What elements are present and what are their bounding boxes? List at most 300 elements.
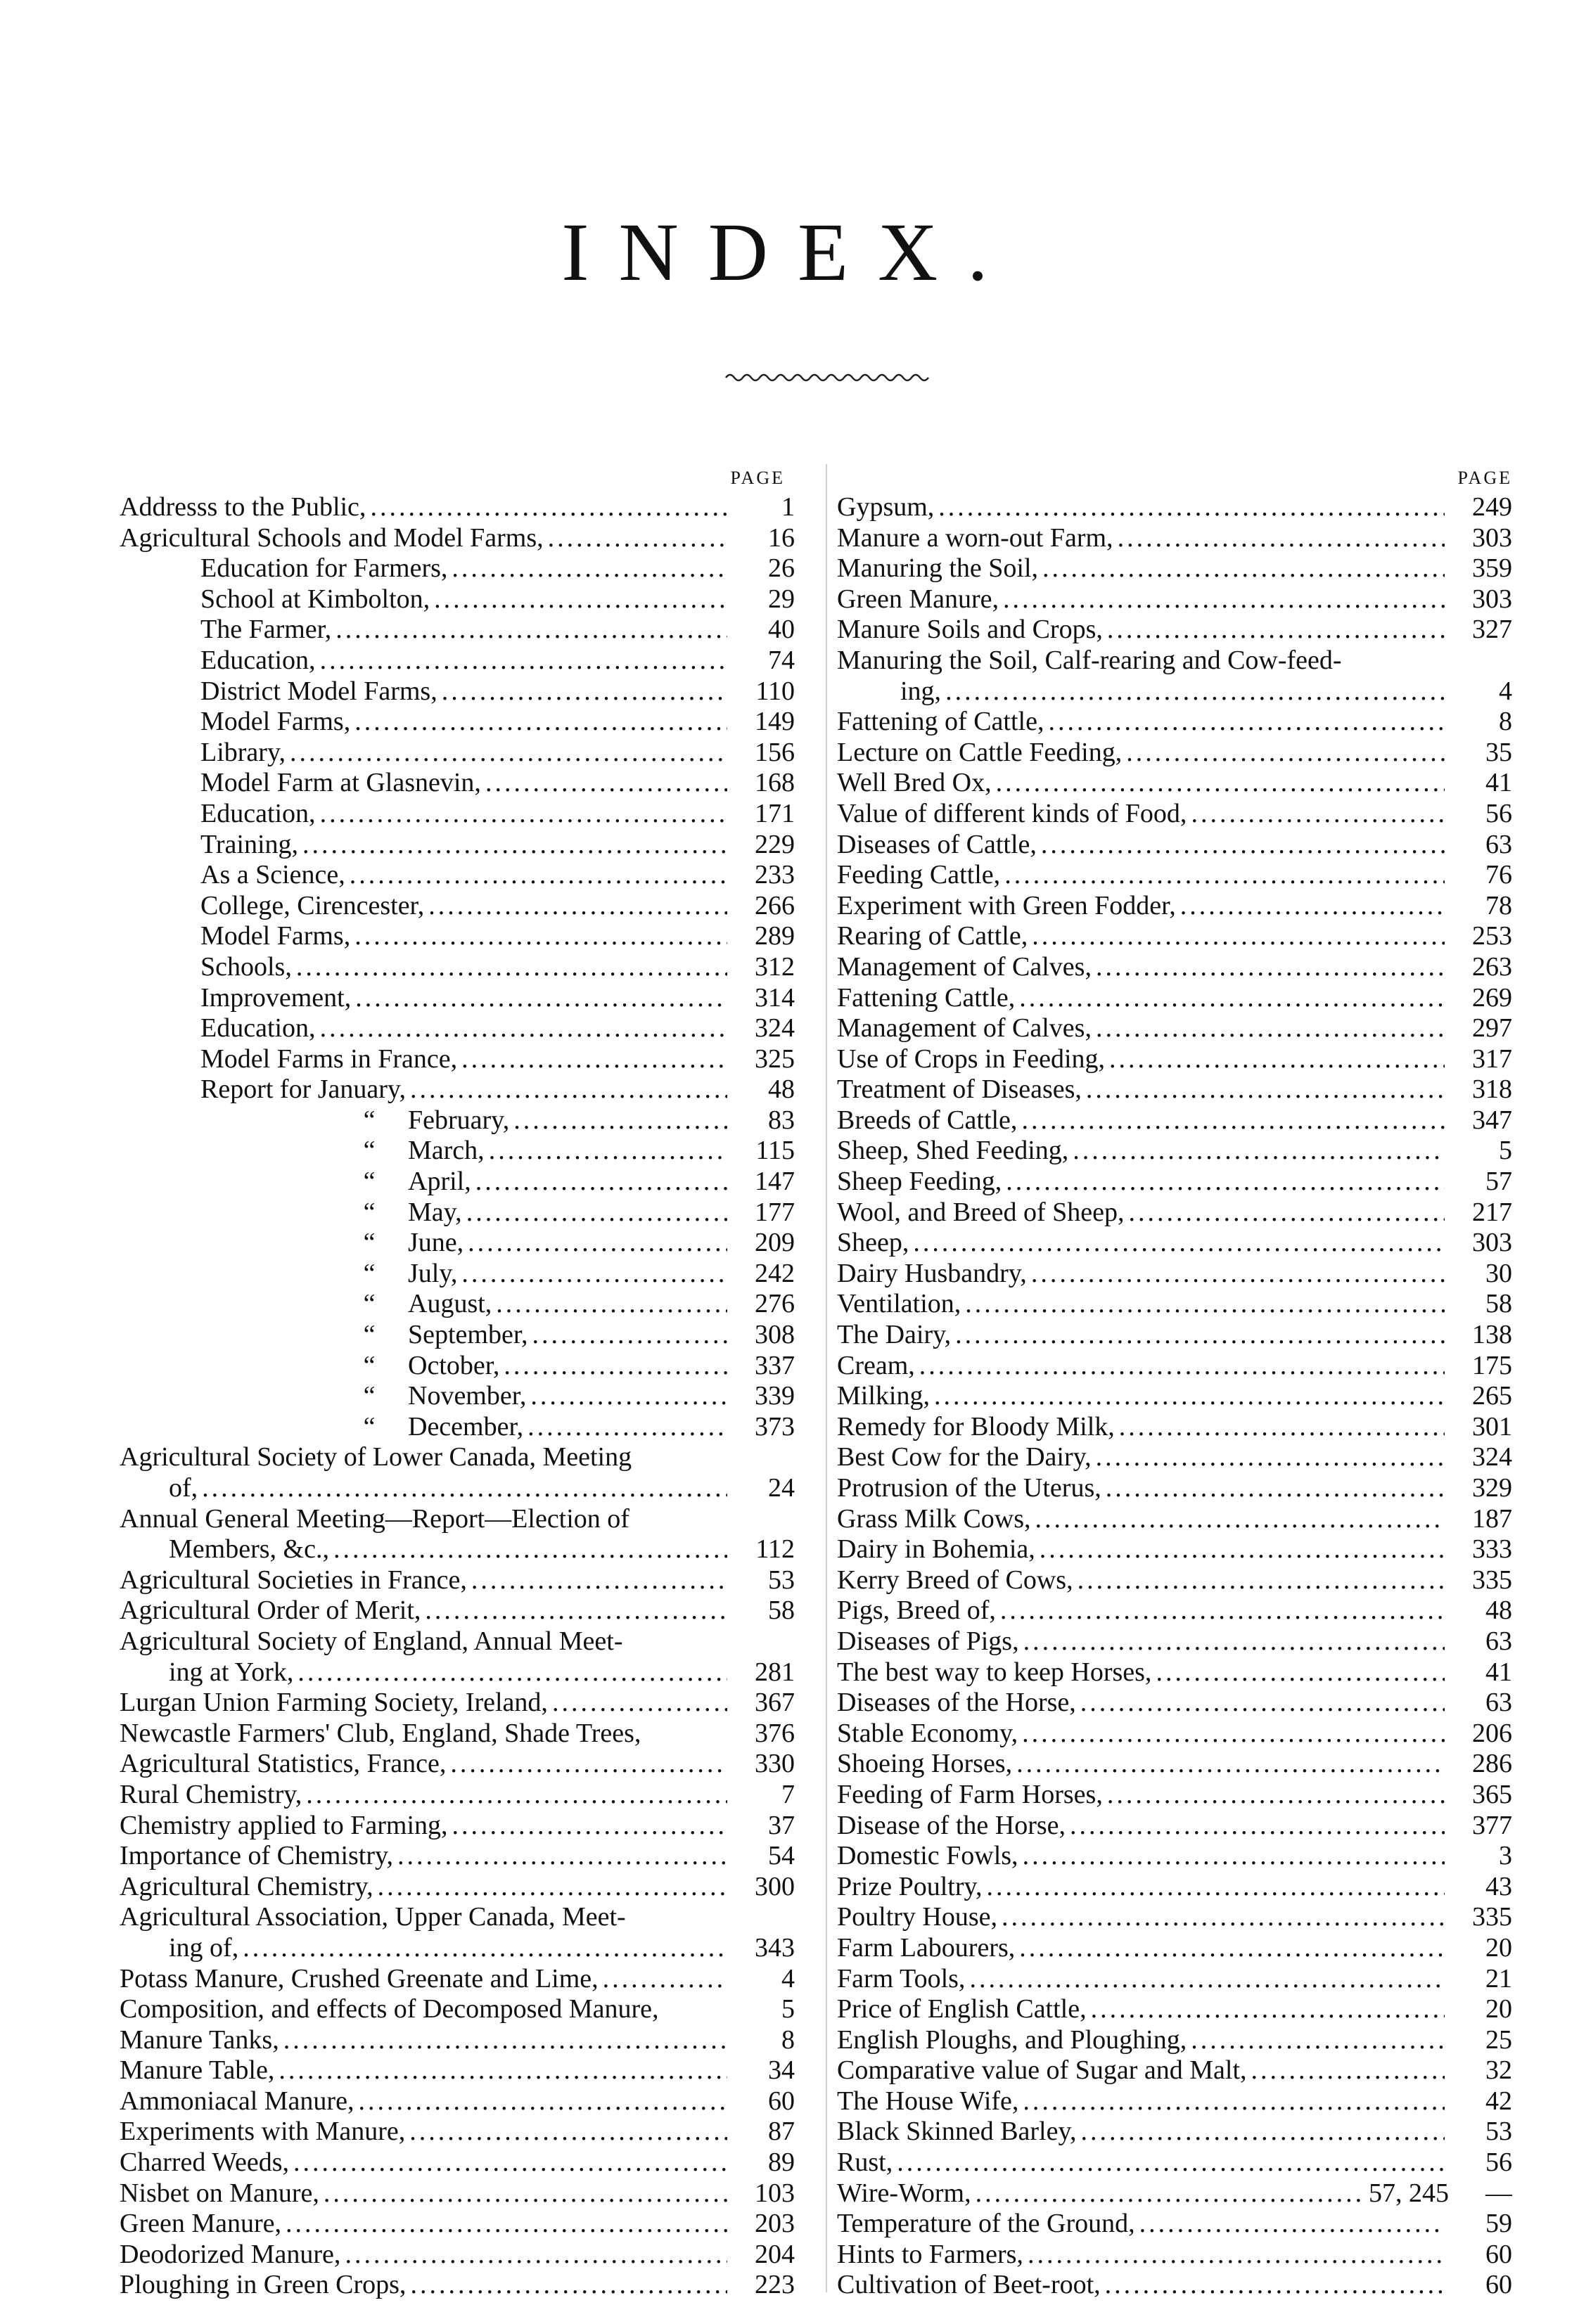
index-entry <box>120 2117 795 2148</box>
index-entry <box>837 738 1512 769</box>
dot-leader <box>296 952 727 983</box>
dot-leader <box>1118 523 1445 554</box>
dot-leader <box>1096 1013 1445 1044</box>
dot-leader <box>320 646 727 676</box>
entry-page-number: 57 <box>1485 1167 1512 1197</box>
entry-text: Importance of Chemistry, <box>120 1841 394 1871</box>
index-entry <box>120 738 795 769</box>
dot-leader <box>409 2117 727 2148</box>
entry-page-number: 175 <box>1472 1350 1512 1380</box>
entry-text: Prize Poultry, <box>837 1871 983 1901</box>
index-entry <box>120 1964 795 1995</box>
index-entry <box>120 2178 795 2209</box>
index-entry <box>120 2148 795 2178</box>
dot-leader <box>938 492 1445 523</box>
entry-text: Experiment with Green Fodder, <box>837 890 1176 920</box>
entry-text: Kerry Breed of Cows, <box>837 1565 1073 1595</box>
entry-page-number: 83 <box>768 1105 795 1135</box>
index-entry <box>837 1749 1512 1780</box>
entry-text: Rural Chemistry, <box>120 1779 302 1809</box>
entry-page-number: 40 <box>768 615 795 645</box>
entry-text: Cultivation of Beet-root, <box>837 2270 1101 2300</box>
entry-text: Disease of the Horse, <box>837 1810 1066 1840</box>
entry-page-number: 177 <box>755 1197 795 1227</box>
entry-page-number: 42 <box>1485 2086 1512 2116</box>
entry-text: Education, <box>200 1013 316 1044</box>
dot-leader <box>397 1841 727 1872</box>
entry-text: Education for Farmers, <box>200 553 448 584</box>
entry-page-number: 87 <box>768 2117 795 2147</box>
entry-page-number: 53 <box>1485 2117 1512 2147</box>
dot-leader <box>489 1136 727 1167</box>
index-entry <box>120 1749 795 1780</box>
index-entry <box>120 492 795 523</box>
entry-text: Manuring the Soil, Calf-rearing and Cow-feed- <box>837 645 1342 675</box>
index-entry <box>120 1902 795 1933</box>
index-entry <box>120 676 795 707</box>
dot-leader <box>1041 830 1445 861</box>
index-entry <box>120 1381 795 1412</box>
index-entry <box>837 1688 1512 1719</box>
entry-text: Experiments with Manure, <box>120 2117 406 2147</box>
index-entry <box>120 1994 795 2025</box>
ditto-mark: “ <box>363 1136 376 1166</box>
index-entry <box>837 1811 1512 1842</box>
entry-text: Composition, and effects of Decomposed Manure, <box>120 1994 659 2024</box>
entry-page-number: 303 <box>1472 522 1512 553</box>
entry-page-number: 8 <box>781 2024 795 2055</box>
entry-page-number: 303 <box>1472 584 1512 614</box>
ditto-mark: “ <box>363 1289 376 1319</box>
index-entry <box>120 799 795 830</box>
dot-leader <box>1251 2055 1445 2086</box>
page-column-header: PAGE <box>730 468 785 488</box>
dot-leader <box>603 1964 727 1995</box>
entry-page-number: 43 <box>1485 1871 1512 1901</box>
entry-text: Breeds of Cattle, <box>837 1105 1018 1135</box>
dot-leader <box>965 1289 1445 1320</box>
entry-page-number: 318 <box>1472 1074 1512 1105</box>
entry-page-number: 269 <box>1472 982 1512 1013</box>
entry-page-number: 7 <box>781 1779 795 1809</box>
entry-text: Improvement, <box>200 982 352 1013</box>
dot-leader <box>302 830 727 861</box>
index-entry <box>120 1320 795 1351</box>
index-entry <box>837 1473 1512 1504</box>
index-entry <box>120 1534 795 1565</box>
dot-leader <box>350 860 727 891</box>
index-entry <box>120 1657 795 1688</box>
dot-leader <box>320 799 727 830</box>
entry-text: December, <box>408 1411 524 1442</box>
entry-page-number: 203 <box>755 2209 795 2239</box>
entry-page-number: 20 <box>1485 1994 1512 2024</box>
entry-page-number: 223 <box>755 2270 795 2300</box>
entry-text: Diseases of the Horse, <box>837 1688 1076 1718</box>
entry-page-number: 376 <box>755 1718 795 1748</box>
index-entry <box>837 2148 1512 2178</box>
index-entry <box>120 553 795 584</box>
dot-leader <box>1191 2025 1445 2056</box>
entry-page-number: 4 <box>781 1963 795 1994</box>
index-entry <box>120 1688 795 1719</box>
dot-leader <box>1091 1994 1445 2025</box>
dot-leader <box>452 553 727 584</box>
index-entry <box>120 952 795 983</box>
entry-text: Agricultural Societies in France, <box>120 1565 467 1595</box>
entry-text: Remedy for Bloody Milk, <box>837 1411 1115 1442</box>
index-entry <box>837 2240 1512 2271</box>
index-entry <box>120 1504 795 1535</box>
dot-leader <box>1107 1780 1445 1811</box>
entry-text: Model Farms, <box>200 707 351 737</box>
dot-leader <box>468 1228 727 1259</box>
entry-page-number: 286 <box>1472 1749 1512 1779</box>
entry-text: Manure a worn-out Farm, <box>837 522 1113 553</box>
index-entry <box>837 1994 1512 2025</box>
index-entry <box>837 2086 1512 2117</box>
entry-text: Agricultural Society of Lower Canada, Meeting <box>120 1442 632 1472</box>
index-entry <box>837 2178 1512 2209</box>
index-entry <box>837 1565 1512 1596</box>
dot-leader <box>1105 2270 1445 2301</box>
entry-page-number: 5 <box>1499 1136 1512 1166</box>
index-entry <box>120 1596 795 1626</box>
dot-leader <box>290 738 727 769</box>
index-entry <box>120 860 795 891</box>
dot-leader <box>1096 952 1445 983</box>
index-entry <box>837 1626 1512 1657</box>
entry-text: Potass Manure, Crushed Greenate and Lime, <box>120 1963 599 1994</box>
dot-leader <box>1119 1412 1445 1443</box>
dot-leader <box>1004 860 1445 891</box>
index-entry <box>837 1719 1512 1750</box>
index-entry <box>120 1565 795 1596</box>
dot-leader <box>320 1013 727 1044</box>
entry-text: Manure Soils and Crops, <box>837 615 1103 645</box>
dot-leader <box>919 1351 1445 1382</box>
entry-page-number: 329 <box>1472 1473 1512 1503</box>
entry-page-number: 233 <box>755 860 795 890</box>
index-entry <box>120 2086 795 2117</box>
dot-leader <box>513 1105 727 1136</box>
entry-page-number: 56 <box>1485 798 1512 828</box>
dot-leader <box>355 983 727 1014</box>
dot-leader <box>1096 1442 1445 1473</box>
entry-page-number: 281 <box>755 1657 795 1687</box>
entry-text: Agricultural Statistics, France, <box>120 1749 447 1779</box>
entry-page-number: 359 <box>1472 553 1512 584</box>
entry-text: District Model Farms, <box>200 676 437 706</box>
entry-text: Green Manure, <box>837 584 999 614</box>
entry-text: The best way to keep Horses, <box>837 1657 1152 1687</box>
dot-leader <box>202 1473 727 1504</box>
entry-text: Lecture on Cattle Feeding, <box>837 737 1123 767</box>
entry-text: ing at York, <box>169 1657 294 1687</box>
entry-page-number: 54 <box>768 1841 795 1871</box>
dot-leader <box>345 2240 727 2271</box>
entry-text: Annual General Meeting—Report—Election of <box>120 1503 629 1534</box>
entry-text: Education, <box>200 798 316 828</box>
entry-text: Report for January, <box>200 1074 406 1105</box>
entry-text: Chemistry applied to Farming, <box>120 1810 448 1840</box>
entry-text: Protrusion of the Uterus, <box>837 1473 1101 1503</box>
entry-page-number: 37 <box>768 1810 795 1840</box>
entry-page-number: 300 <box>755 1871 795 1901</box>
dot-leader <box>1078 1565 1445 1596</box>
dot-leader <box>428 891 727 922</box>
entry-page-number: 63 <box>1485 1626 1512 1656</box>
index-entry <box>837 860 1512 891</box>
dot-leader <box>461 1259 727 1290</box>
entry-page-number: 206 <box>1472 1718 1512 1748</box>
entry-page-number: 308 <box>755 1320 795 1350</box>
entry-page-number: 8 <box>1499 707 1512 737</box>
index-entry <box>837 1167 1512 1198</box>
dot-leader <box>1086 1074 1445 1105</box>
entry-text: Charred Weeds, <box>120 2148 290 2178</box>
entry-text: Well Bred Ox, <box>837 768 992 798</box>
entry-text: Sheep, <box>837 1228 909 1258</box>
index-entry <box>837 1105 1512 1136</box>
entry-page-number: 365 <box>1472 1779 1512 1809</box>
entry-page-number: 289 <box>755 921 795 951</box>
entry-text: Stable Economy, <box>837 1718 1018 1748</box>
entry-text: Manure Tanks, <box>120 2024 279 2055</box>
entry-text: Ventilation, <box>837 1289 961 1319</box>
index-entry <box>120 2240 795 2271</box>
entry-page-number: 314 <box>755 982 795 1013</box>
dot-leader <box>1126 738 1445 769</box>
column-divider <box>826 464 827 2292</box>
index-entry <box>120 1105 795 1136</box>
ditto-mark: “ <box>363 1381 376 1411</box>
entry-text: Agricultural Association, Upper Canada, Meet- <box>120 1902 626 1932</box>
index-entry <box>837 921 1512 952</box>
entry-page-number: 30 <box>1485 1258 1512 1288</box>
entry-page-number: 325 <box>755 1044 795 1074</box>
entry-page-number: 147 <box>755 1167 795 1197</box>
entry-page-number: 63 <box>1485 1688 1512 1718</box>
entry-page-number: 60 <box>1485 2270 1512 2300</box>
dot-leader <box>354 921 727 952</box>
entry-text: Newcastle Farmers' Club, England, Shade Trees, <box>120 1718 641 1748</box>
index-entry <box>837 1657 1512 1688</box>
entry-text: Farm Labourers, <box>837 1932 1016 1963</box>
entry-page-number: 324 <box>1472 1442 1512 1472</box>
dot-leader <box>1006 1167 1445 1198</box>
entry-text: Cream, <box>837 1350 915 1380</box>
index-entry <box>837 1074 1512 1105</box>
entry-text: Green Manure, <box>120 2209 282 2239</box>
dot-leader <box>1070 1811 1445 1842</box>
dot-leader <box>452 1811 727 1842</box>
entry-text: Model Farm at Glasnevin, <box>200 768 481 798</box>
entry-page-number: 339 <box>755 1381 795 1411</box>
dot-leader <box>532 1320 727 1351</box>
entry-text: School at Kimbolton, <box>200 584 430 614</box>
dot-leader <box>279 2055 727 2086</box>
entry-page-number: 41 <box>1485 768 1512 798</box>
entry-page-number: 253 <box>1472 921 1512 951</box>
entry-text: Schools, <box>200 951 292 982</box>
index-entry <box>837 2209 1512 2240</box>
entry-text: Management of Calves, <box>837 951 1092 982</box>
index-entry <box>837 1289 1512 1320</box>
entry-text: Manure Table, <box>120 2055 275 2086</box>
entry-text: Agricultural Society of England, Annual Meet- <box>120 1626 623 1656</box>
entry-page-number: 24 <box>768 1473 795 1503</box>
entry-text: Milking, <box>837 1381 930 1411</box>
index-entry <box>837 615 1512 646</box>
index-entry <box>837 2270 1512 2301</box>
dot-leader <box>1129 1198 1445 1228</box>
dot-leader <box>286 2209 727 2240</box>
entry-page-number: 58 <box>1485 1289 1512 1319</box>
index-entry <box>837 2055 1512 2086</box>
index-entry <box>837 2025 1512 2056</box>
entry-page-number: 115 <box>755 1136 795 1166</box>
entry-page-number: 16 <box>768 522 795 553</box>
index-entry <box>120 2209 795 2240</box>
dot-leader <box>378 1872 727 1903</box>
dot-leader <box>945 676 1445 707</box>
ditto-mark: “ <box>363 1167 376 1197</box>
index-entry <box>120 891 795 922</box>
index-entry <box>120 1351 795 1382</box>
entry-text: Diseases of Cattle, <box>837 829 1037 859</box>
entry-text: Sheep Feeding, <box>837 1167 1002 1197</box>
dot-leader <box>471 1565 727 1596</box>
entry-page-number: 3 <box>1499 1841 1512 1871</box>
index-entry <box>120 1013 795 1044</box>
dot-leader <box>1023 1841 1445 1872</box>
index-entry <box>120 1841 795 1872</box>
entry-text: Model Farms, <box>200 921 351 951</box>
dot-leader <box>475 1167 727 1198</box>
entry-page-number: 59 <box>1485 2209 1512 2239</box>
entry-page-number: 204 <box>755 2239 795 2269</box>
index-entry <box>837 676 1512 707</box>
dot-leader <box>496 1289 727 1320</box>
dot-leader <box>552 1688 727 1719</box>
entry-text: Comparative value of Sugar and Malt, <box>837 2055 1247 2086</box>
entry-page-number: 60 <box>768 2086 795 2116</box>
entry-page-number: 103 <box>755 2178 795 2208</box>
dot-leader <box>1021 1105 1445 1136</box>
entry-page-number: 76 <box>1485 860 1512 890</box>
entry-page-number: 171 <box>755 798 795 828</box>
index-entry <box>837 1381 1512 1412</box>
index-entry <box>120 1198 795 1228</box>
entry-text: Gypsum, <box>837 492 935 522</box>
dot-leader <box>293 2148 727 2178</box>
index-entry <box>120 646 795 676</box>
entry-text: Feeding of Farm Horses, <box>837 1779 1103 1809</box>
entry-text: Poultry House, <box>837 1902 997 1932</box>
dot-leader <box>1081 2117 1445 2148</box>
ditto-mark: “ <box>363 1228 376 1258</box>
entry-text: Black Skinned Barley, <box>837 2117 1077 2147</box>
dot-leader <box>913 1228 1445 1259</box>
index-entry <box>837 1534 1512 1565</box>
entry-page-number: 327 <box>1472 615 1512 645</box>
ditto-mark: “ <box>363 1350 376 1380</box>
entry-text: Domestic Fowls, <box>837 1841 1018 1871</box>
index-entry <box>837 830 1512 861</box>
dot-leader <box>1191 799 1445 830</box>
dot-leader <box>987 1872 1445 1903</box>
index-entry <box>120 584 795 615</box>
entry-text: Diseases of Pigs, <box>837 1626 1019 1656</box>
dot-leader <box>410 2270 727 2301</box>
index-entry <box>120 523 795 554</box>
entry-page-number: 58 <box>768 1596 795 1626</box>
dot-leader <box>1032 921 1445 952</box>
dot-leader <box>1106 1473 1445 1504</box>
index-entry <box>120 1872 795 1903</box>
entry-text: Nisbet on Manure, <box>120 2178 319 2208</box>
index-entry <box>837 1442 1512 1473</box>
index-entry <box>837 1228 1512 1259</box>
entry-page-number: 324 <box>755 1013 795 1044</box>
dot-leader <box>425 1596 727 1626</box>
entry-page-number: 187 <box>1472 1503 1512 1534</box>
entry-page-number: 377 <box>1472 1810 1512 1840</box>
entry-page-number: 265 <box>1472 1381 1512 1411</box>
entry-text: Agricultural Order of Merit, <box>120 1596 421 1626</box>
entry-text: Rearing of Cattle, <box>837 921 1028 951</box>
entry-list <box>120 492 795 2301</box>
entry-page-number: 1 <box>781 492 795 522</box>
entry-text: Value of different kinds of Food, <box>837 798 1187 828</box>
entry-page-number: 297 <box>1472 1013 1512 1044</box>
dot-leader <box>1023 2086 1445 2117</box>
dot-leader <box>283 2025 727 2056</box>
entry-page-number: 249 <box>1472 492 1512 522</box>
entry-page-number: 35 <box>1485 737 1512 767</box>
entry-page-number: 217 <box>1472 1197 1512 1227</box>
ditto-mark: “ <box>363 1197 376 1227</box>
entry-page-number: 5 <box>781 1994 795 2024</box>
entry-page-number: 74 <box>768 645 795 675</box>
entry-page-number: 343 <box>755 1932 795 1963</box>
entry-text: Best Cow for the Dairy, <box>837 1442 1092 1472</box>
entry-page-number: 89 <box>768 2148 795 2178</box>
index-entry <box>120 2055 795 2086</box>
entry-page-number: 337 <box>755 1350 795 1380</box>
entry-page-number: 335 <box>1472 1902 1512 1932</box>
dot-leader <box>1073 1136 1445 1167</box>
dot-leader <box>333 1534 727 1565</box>
index-entry <box>120 1259 795 1290</box>
entry-text: Management of Calves, <box>837 1013 1092 1044</box>
dot-leader <box>1048 707 1445 738</box>
dot-leader <box>335 615 727 646</box>
dot-leader <box>969 1964 1445 1995</box>
entry-page-number: 112 <box>755 1534 795 1565</box>
index-entry <box>837 891 1512 922</box>
entry-text: Hints to Farmers, <box>837 2239 1023 2269</box>
entry-text: Grass Milk Cows, <box>837 1503 1031 1534</box>
entry-text: The Farmer, <box>200 615 332 645</box>
index-entry <box>120 1811 795 1842</box>
dot-leader <box>976 2178 1364 2209</box>
entry-text: As a Science, <box>200 860 345 890</box>
dot-leader <box>1031 1259 1445 1290</box>
dot-leader <box>1028 2240 1445 2271</box>
index-entry <box>120 1044 795 1075</box>
